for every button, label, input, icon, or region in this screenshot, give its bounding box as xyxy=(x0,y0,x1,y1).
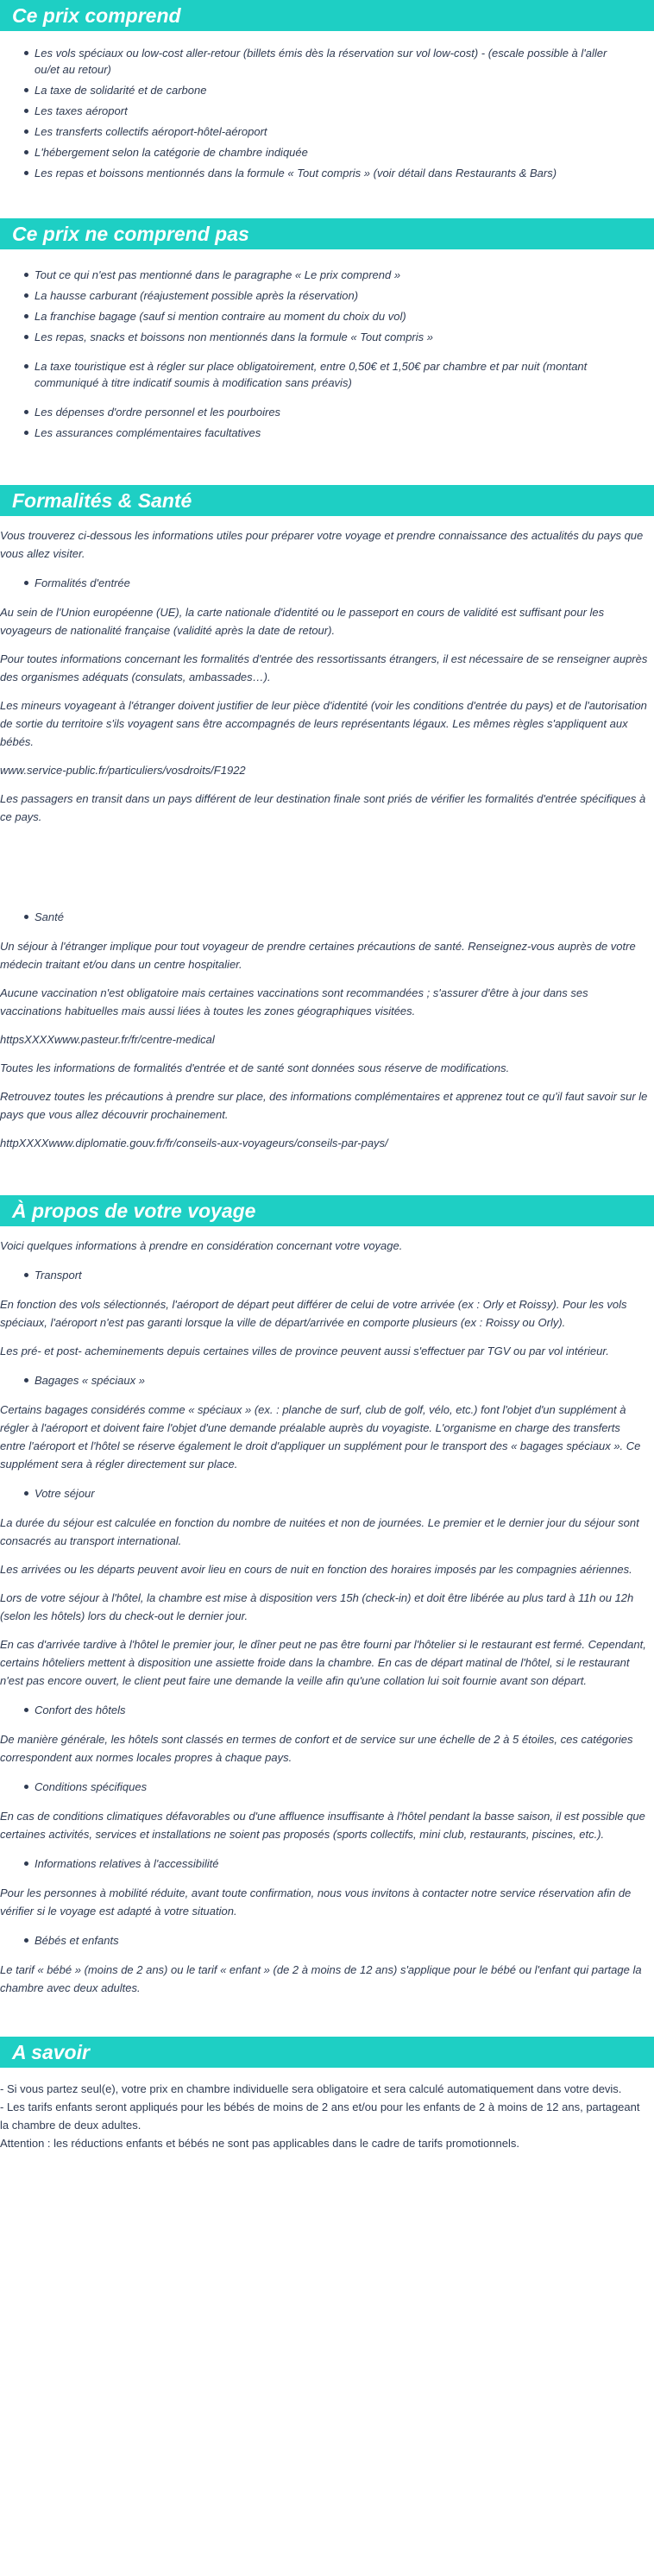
about-paragraph: Le tarif « bébé » (moins de 2 ans) ou le tarif « enfant » (de 2 à moins de 12 ans) s'applique pour le bébé ou l'enfant qui partage la chambre avec deux adultes. xyxy=(0,1963,642,1994)
list-item: La hausse carburant (réajustement possible après la réservation) xyxy=(35,286,654,306)
includes-list xyxy=(0,31,654,184)
subheading-transport: Transport xyxy=(35,1267,654,1283)
section-title-includes: Ce prix comprend xyxy=(0,0,654,31)
subheading-accessibility: Informations relatives à l'accessibilité xyxy=(35,1855,654,1872)
subheading-hotel-comfort: Confort des hôtels xyxy=(35,1702,654,1718)
section-title-good-to-know: A savoir xyxy=(0,2037,654,2068)
health-paragraph: Un séjour à l'étranger implique pour tout voyageur de prendre certaines précautions de santé. Renseignez-vous auprès de votre médecin traitant et/ou dans un centre hospitalier. xyxy=(0,940,636,971)
list-item: La franchise bagage (sauf si mention contraire au moment du choix du vol) xyxy=(35,306,654,327)
list-item: Les transferts collectifs aéroport-hôtel-aéroport xyxy=(35,122,654,142)
list-item: La taxe de solidarité et de carbone xyxy=(35,80,654,101)
section-title-about: À propos de votre voyage xyxy=(0,1195,654,1226)
health-paragraph: Aucune vaccination n'est obligatoire mais certaines vaccinations sont recommandées ; s'assurer d'être à jour dans ses vaccinations habituelles mais aussi liées à toutes les zones géographiques visitées. xyxy=(0,986,588,1017)
section-price-includes xyxy=(0,0,654,184)
about-paragraph: En fonction des vols sélectionnés, l'aéroport de départ peut différer de celui de votre arrivée (ex : Orly et Roissy). Pour les vols spéciaux, l'aéroport n'est pas garanti lorsque la ville de départ/arrivée en comporte plusieurs (ex : Roissy ou Orly). xyxy=(0,1298,627,1329)
formalites-paragraph: Les passagers en transit dans un pays différent de leur destination finale sont priés de vérifier les formalités d'entrée spécifiques à ce pays. xyxy=(0,792,646,823)
about-paragraph: Les arrivées ou les départs peuvent avoir lieu en cours de nuit en fonction des horaires imposés par les compagnies aériennes. xyxy=(0,1563,632,1576)
good-to-know-line: Attention : les réductions enfants et bébés ne sont pas applicables dans le cadre de tarifs promotionnels. xyxy=(0,2137,519,2150)
list-item: Tout ce qui n'est pas mentionné dans le paragraphe « Le prix comprend » xyxy=(35,265,654,286)
formalites-paragraph: Les mineurs voyageant à l'étranger doivent justifier de leur pièce d'identité (voir les conditions d'entrée du pays) et de l'autorisation de sortie du territoire s'ils voyagent sans être accompagnés de leurs représentants légaux. Les mêmes règles s'appliquent aux bébés. xyxy=(0,699,647,748)
list-item: Les assurances complémentaires facultatives xyxy=(35,423,654,444)
section-price-excludes xyxy=(0,218,654,444)
about-paragraph: Certains bagages considérés comme « spéciaux » (ex. : planche de surf, club de golf, vélo, etc.) font l'objet d'un supplément à régler à l'aéroport et doivent faire l'objet d'une demande préalable auprès du voyagiste. L'organisme en charge des transferts entre l'aéroport et l'hôtel se réserve également le droit d'appliquer un supplément pour le transport des « bagages spéciaux ». Ce supplément sera à régler directement sur place. xyxy=(0,1403,641,1471)
pasteur-link[interactable]: httpsXXXXwww.pasteur.fr/fr/centre-medical xyxy=(0,1033,215,1046)
section-formalites xyxy=(0,485,654,1152)
good-to-know-line: - Les tarifs enfants seront appliqués pour les bébés de moins de 2 ans et/ou pour les enfants de 2 à moins de 12 ans, partageant la chambre de deux adultes. xyxy=(0,2100,640,2132)
subheading-entry-formalities: Formalités d'entrée xyxy=(35,575,654,591)
list-item: La taxe touristique est à régler sur place obligatoirement, entre 0,50€ et 1,50€ par chambre et par nuit (montant communiqué à titre indicatif soumis à modification sans préavis) xyxy=(35,356,654,394)
formalites-paragraph: Pour toutes informations concernant les formalités d'entrée des ressortissants étrangers, il est nécessaire de se renseigner auprès des organismes adéquats (consulats, ambassades…). xyxy=(0,652,648,683)
about-paragraph: Lors de votre séjour à l'hôtel, la chambre est mise à disposition vers 15h (check-in) et doit être libérée au plus tard à 11h ou 12h (selon les hôtels) lors du check-out le dernier jour. xyxy=(0,1591,634,1622)
about-paragraph: En cas de conditions climatiques défavorables ou d'une affluence insuffisante à l'hôtel pendant la basse saison, il est possible que certaines activités, services et installations ne soient pas proposés (sports collectifs, mini club, restaurants, piscines, etc.). xyxy=(0,1810,645,1841)
about-paragraph: En cas d'arrivée tardive à l'hôtel le premier jour, le dîner peut ne pas être fourni par l'hôtelier si le restaurant est fermé. Cependant, certains hôteliers mettent à disposition une assiette froide dans la chambre. En cas de départ matinal de l'hôtel, si le restaurant n'est pas encore ouvert, le client peut faire une demande la veille afin qu'une collation lui soit fournie avant son départ. xyxy=(0,1638,646,1687)
about-paragraph: De manière générale, les hôtels sont classés en termes de confort et de service sur une échelle de 2 à 5 étoiles, ces catégories correspondent aux normes locales propres à chaque pays. xyxy=(0,1733,633,1764)
subheading-stay: Votre séjour xyxy=(35,1485,654,1502)
list-item: Les vols spéciaux ou low-cost aller-retour (billets émis dès la réservation sur vol low-cost) - (escale possible à l'aller ou/et au retour) xyxy=(35,43,654,80)
section-title-formalites: Formalités & Santé xyxy=(0,485,654,516)
service-public-link[interactable]: www.service-public.fr/particuliers/vosdroits/F1922 xyxy=(0,764,246,777)
subheading-babies-children: Bébés et enfants xyxy=(35,1932,654,1949)
section-good-to-know xyxy=(0,2037,654,2152)
subheading-health: Santé xyxy=(35,909,654,925)
blank-spacer xyxy=(0,836,654,897)
formalites-paragraph: Au sein de l'Union européenne (UE), la carte nationale d'identité ou le passeport en cours de validité est suffisant pour les voyageurs de nationalité française (validité après la date de retour). xyxy=(0,606,605,637)
subheading-special-luggage: Bagages « spéciaux » xyxy=(35,1372,654,1389)
health-paragraph: Retrouvez toutes les précautions à prendre sur place, des informations complémentaires et apprenez tout ce qu'il faut savoir sur le pays que vous allez découvrir prochainement. xyxy=(0,1090,648,1121)
about-paragraph: La durée du séjour est calculée en fonction du nombre de nuitées et non de journées. Le premier et le dernier jour du séjour sont consacrés au transport international. xyxy=(0,1516,639,1547)
section-title-excludes: Ce prix ne comprend pas xyxy=(0,218,654,249)
good-to-know-line: - Si vous partez seul(e), votre prix en chambre individuelle sera obligatoire et sera calculé automatiquement dans votre devis. xyxy=(0,2082,622,2095)
list-item: L'hébergement selon la catégorie de chambre indiquée xyxy=(35,142,654,163)
list-item: Les repas, snacks et boissons non mentionnés dans la formule « Tout compris » xyxy=(35,327,654,348)
diplomatie-link[interactable]: httpXXXXwww.diplomatie.gouv.fr/fr/conseils-aux-voyageurs/conseils-par-pays/ xyxy=(0,1137,388,1149)
about-paragraph: Les pré- et post- acheminements depuis certaines villes de province peuvent aussi s'effectuer par TGV ou par vol intérieur. xyxy=(0,1345,609,1357)
about-intro: Voici quelques informations à prendre en considération concernant votre voyage. xyxy=(0,1239,403,1252)
formalites-intro: Vous trouverez ci-dessous les informations utiles pour préparer votre voyage et prendre connaissance des actualités du pays que vous allez visiter. xyxy=(0,529,644,560)
list-item: Les dépenses d'ordre personnel et les pourboires xyxy=(35,402,654,423)
subheading-specific-conditions: Conditions spécifiques xyxy=(35,1779,654,1795)
health-paragraph: Toutes les informations de formalités d'entrée et de santé sont données sous réserve de modifications. xyxy=(0,1061,510,1074)
section-about-trip xyxy=(0,1195,654,1997)
excludes-list xyxy=(0,249,654,444)
about-paragraph: Pour les personnes à mobilité réduite, avant toute confirmation, nous vous invitons à contacter notre service réservation afin de vérifier si le voyage est adapté à votre situation. xyxy=(0,1886,632,1918)
list-item: Les taxes aéroport xyxy=(35,101,654,122)
list-item: Les repas et boissons mentionnés dans la formule « Tout compris » (voir détail dans Restaurants & Bars) xyxy=(35,163,654,184)
